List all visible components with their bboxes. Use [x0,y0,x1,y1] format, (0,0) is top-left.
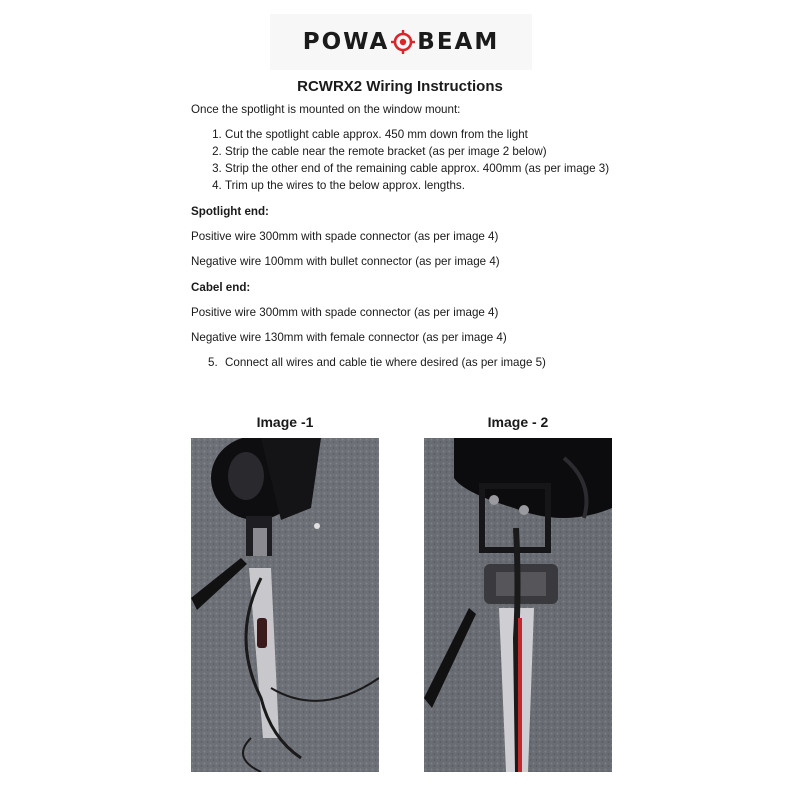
cable-end-heading: Cabel end: [191,281,251,294]
crosshair-icon [391,30,415,54]
final-step-number: 5. [208,356,218,369]
spotlight-end-heading: Spotlight end: [191,205,269,218]
final-step [191,354,611,371]
brand-name-left: POWA [302,29,390,55]
spotlight-negative-wire: Negative wire 100mm with bullet connector (as per image 4) [191,255,500,268]
step-item: 3. Strip the other end of the remaining cable approx. 400mm (as per image 3) [225,160,611,177]
brand-name-right: BEAM [417,29,500,55]
page-title: RCWRX2 Wiring Instructions [297,78,503,95]
final-step-text: Connect all wires and cable tie where desired (as per image 5) [225,356,546,369]
image-2-photo [424,438,612,772]
spotlight-positive-wire: Positive wire 300mm with spade connector (as per image 4) [191,230,499,243]
image-1-photo [191,438,379,772]
instructions [191,101,611,371]
image-1-caption: Image -1 [256,414,314,430]
cable-negative-wire: Negative wire 130mm with female connector (as per image 4) [191,331,507,344]
image-2-caption: Image - 2 [487,414,549,430]
step-item: 2. Strip the cable near the remote bracket (as per image 2 below) [225,143,611,160]
step-item: 4. Trim up the wires to the below approx. lengths. [225,177,611,194]
steps-list [191,126,611,194]
intro-text: Once the spotlight is mounted on the window mount: [191,103,461,116]
cable-positive-wire: Positive wire 300mm with spade connector (as per image 4) [191,306,499,319]
step-item: 1. Cut the spotlight cable approx. 450 mm down from the light [225,126,611,143]
brand-logo [270,14,532,70]
